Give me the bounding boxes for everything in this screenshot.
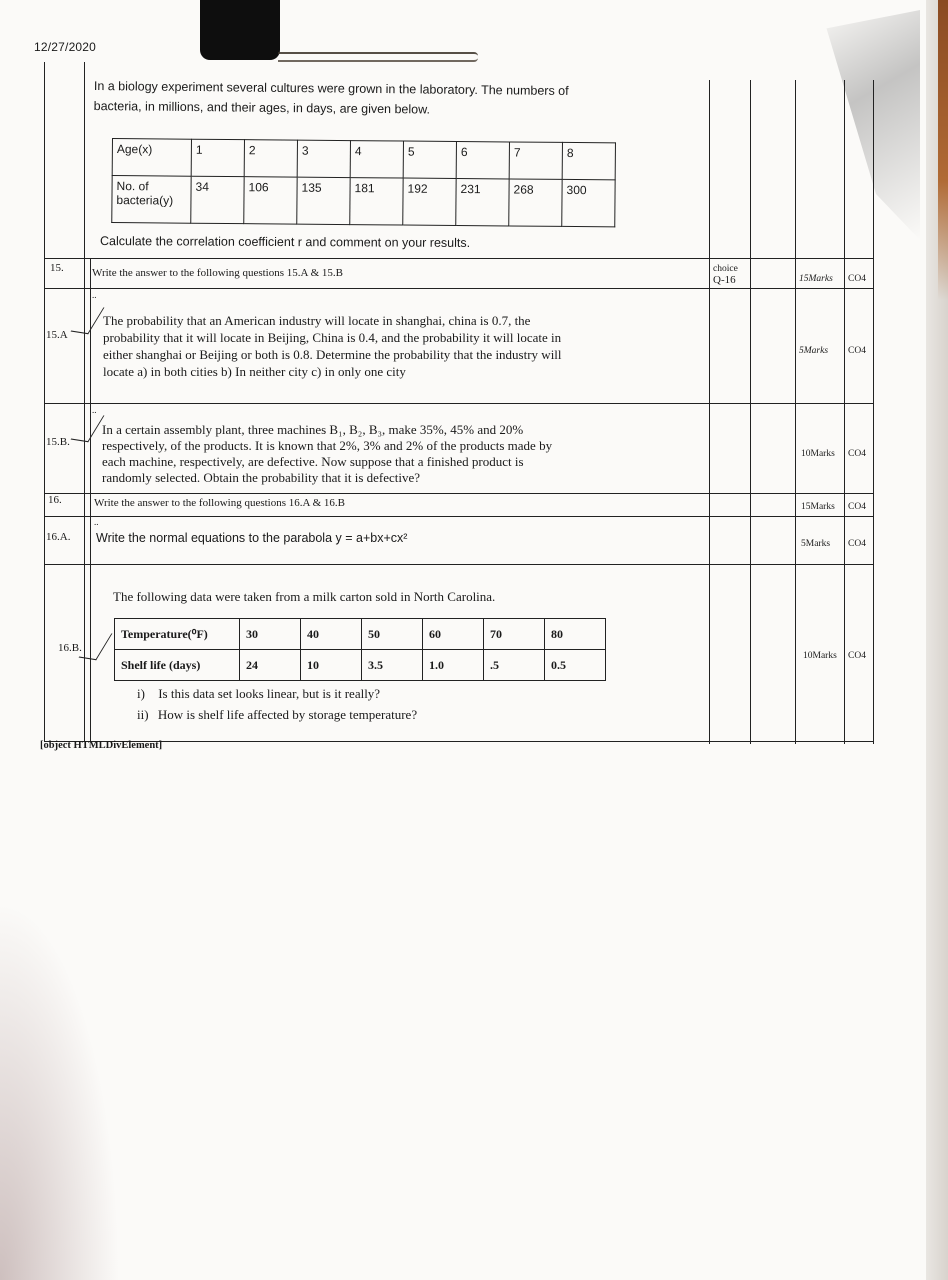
choice-label: choice bbox=[713, 264, 738, 274]
photo-shadow bbox=[0, 900, 120, 1280]
sub-label: i) bbox=[137, 686, 145, 701]
table-border-bottom bbox=[44, 741, 874, 742]
table-col-divider bbox=[750, 80, 751, 744]
milk-shelf-life-table bbox=[114, 618, 606, 681]
table-border-right bbox=[873, 80, 874, 744]
bacteria-value: 34 bbox=[191, 176, 244, 223]
table-border-left bbox=[44, 62, 45, 742]
q15a-co: CO4 bbox=[848, 346, 866, 356]
q15b-line: respectively, of the products. It is known that 2%, 3% and 2% of the products made by bbox=[102, 438, 553, 453]
shelf-life-value: 0.5 bbox=[545, 650, 606, 681]
age-value: 3 bbox=[297, 140, 350, 177]
temperature-value: 80 bbox=[545, 619, 606, 650]
age-header: Age(x) bbox=[112, 139, 191, 177]
choice-question: Q-16 bbox=[713, 274, 736, 286]
temperature-value: 50 bbox=[362, 619, 423, 650]
q16-co: CO4 bbox=[848, 502, 866, 512]
sub-text: Is this data set looks linear, but is it really? bbox=[158, 686, 381, 701]
bacteria-value: 231 bbox=[456, 179, 509, 226]
age-value: 6 bbox=[456, 142, 509, 179]
q15b-body bbox=[102, 422, 638, 486]
q14-intro-line: bacteria, in millions, and their ages, in days, are given below. bbox=[93, 98, 431, 117]
bacteria-value: 135 bbox=[297, 177, 350, 224]
q15a-line: The probability that an American industry will locate in shanghai, china is 0.7, the bbox=[103, 313, 531, 328]
age-value: 4 bbox=[350, 141, 403, 178]
temperature-value: 60 bbox=[423, 619, 484, 650]
q15-text: Write the answer to the following questions 15.A & 15.B bbox=[92, 267, 343, 279]
q16-number: 16. bbox=[48, 494, 62, 506]
q15-number: 15. bbox=[50, 262, 64, 274]
bacteria-value: 192 bbox=[403, 178, 456, 225]
q15a-marks: 5Marks bbox=[799, 346, 829, 356]
q16-marks: 15Marks bbox=[801, 502, 835, 512]
row-divider bbox=[44, 258, 874, 259]
age-bacteria-table bbox=[111, 138, 616, 227]
row-divider bbox=[44, 403, 874, 404]
age-value: 5 bbox=[403, 141, 456, 178]
bacteria-header bbox=[112, 176, 191, 224]
binder-wire bbox=[278, 52, 478, 62]
table-col-divider bbox=[84, 62, 85, 742]
q16a-text: Write the normal equations to the parabola y = a+bx+cx² bbox=[96, 531, 408, 545]
row-divider bbox=[44, 516, 874, 517]
temperature-header: Temperature(⁰F) bbox=[115, 619, 240, 650]
q15a-dots: .. bbox=[92, 290, 97, 300]
q15a-body bbox=[103, 312, 643, 380]
checkmark-icon bbox=[71, 413, 105, 442]
paper-fold-shadow bbox=[810, 10, 920, 240]
bacteria-value: 181 bbox=[350, 178, 403, 225]
bacteria-value: 300 bbox=[562, 179, 615, 226]
row-divider bbox=[44, 493, 874, 494]
shelf-life-value: 24 bbox=[240, 650, 301, 681]
q14-intro-line: In a biology experiment several cultures were grown in the laboratory. The numbers of bbox=[93, 78, 569, 98]
q15a-number: 15.A bbox=[46, 329, 68, 341]
q15b-co: CO4 bbox=[848, 449, 866, 459]
row-divider bbox=[44, 288, 874, 289]
q16b-sub-ii bbox=[137, 707, 417, 723]
row-divider bbox=[44, 564, 874, 565]
table-row bbox=[115, 619, 606, 650]
desk-edge bbox=[938, 0, 948, 300]
bacteria-header-line: bacteria(y) bbox=[116, 193, 174, 208]
q15b-line: In a certain assembly plant, three machines B₁, B₂, B₃, make 35%, 45% and 20% bbox=[102, 422, 524, 437]
q16b-intro: The following data were taken from a milk carton sold in North Carolina. bbox=[113, 589, 496, 604]
sub-label: ii) bbox=[137, 707, 149, 722]
q15a-line: either shanghai or Beijing or both is 0.8. Determine the probability that the industry will bbox=[103, 347, 562, 362]
table-col-divider bbox=[795, 80, 796, 744]
temperature-value: 40 bbox=[301, 619, 362, 650]
q16a-marks: 5Marks bbox=[801, 539, 831, 549]
q15-marks: 15Marks bbox=[799, 274, 833, 284]
q16a-dots: .. bbox=[94, 517, 99, 527]
q15b-number: 15.B. bbox=[46, 436, 70, 448]
q15b-line: each machine, respectively, are defective. Now suppose that a finished product is bbox=[102, 454, 524, 469]
shelf-life-header: Shelf life (days) bbox=[115, 650, 240, 681]
q16b-sub-i bbox=[137, 686, 380, 702]
temperature-value: 30 bbox=[240, 619, 301, 650]
q14-instruction: Calculate the correlation coefficient r and comment on your results. bbox=[99, 234, 471, 250]
sub-text: How is shelf life affected by storage temperature? bbox=[157, 707, 418, 722]
table-row bbox=[115, 650, 606, 681]
print-date: 12/27/2020 bbox=[34, 40, 97, 54]
temperature-value: 70 bbox=[484, 619, 545, 650]
q15b-line: randomly selected. Obtain the probability that it is defective? bbox=[102, 470, 421, 485]
bacteria-value: 268 bbox=[509, 179, 562, 226]
checkmark-icon bbox=[71, 305, 105, 334]
bacteria-header-line: No. of bbox=[116, 179, 149, 194]
age-value: 8 bbox=[562, 142, 615, 179]
age-value: 2 bbox=[244, 140, 297, 177]
shelf-life-value: 3.5 bbox=[362, 650, 423, 681]
bacteria-value: 106 bbox=[244, 177, 297, 224]
table-row bbox=[112, 176, 615, 227]
binder-clip-icon bbox=[200, 0, 280, 60]
q16b-number: 16.B. bbox=[58, 642, 82, 654]
age-value: 1 bbox=[191, 139, 244, 176]
table-row bbox=[112, 139, 615, 180]
question-14-intro bbox=[94, 76, 654, 122]
shelf-life-value: .5 bbox=[484, 650, 545, 681]
q16a-number: 16.A. bbox=[46, 531, 71, 543]
q15b-dots: .. bbox=[92, 405, 97, 415]
object-placeholder-text: [object HTMLDivElement] bbox=[40, 740, 163, 751]
q16-text: Write the answer to the following questions 16.A & 16.B bbox=[94, 497, 345, 509]
q15-choice bbox=[713, 264, 738, 286]
q16b-co: CO4 bbox=[848, 651, 866, 661]
q16b-marks: 10Marks bbox=[803, 651, 837, 661]
shelf-life-value: 1.0 bbox=[423, 650, 484, 681]
shelf-life-value: 10 bbox=[301, 650, 362, 681]
q15a-line: locate a) in both cities b) In neither city c) in only one city bbox=[103, 364, 406, 379]
q16a-co: CO4 bbox=[848, 539, 866, 549]
q15-co: CO4 bbox=[848, 274, 866, 284]
table-col-divider bbox=[844, 80, 845, 744]
q15a-line: probability that it will locate in Beijing, China is 0.4, and the probability it will locate in bbox=[103, 330, 562, 345]
q15b-marks: 10Marks bbox=[801, 449, 835, 459]
age-value: 7 bbox=[509, 142, 562, 179]
table-col-divider bbox=[709, 80, 710, 744]
